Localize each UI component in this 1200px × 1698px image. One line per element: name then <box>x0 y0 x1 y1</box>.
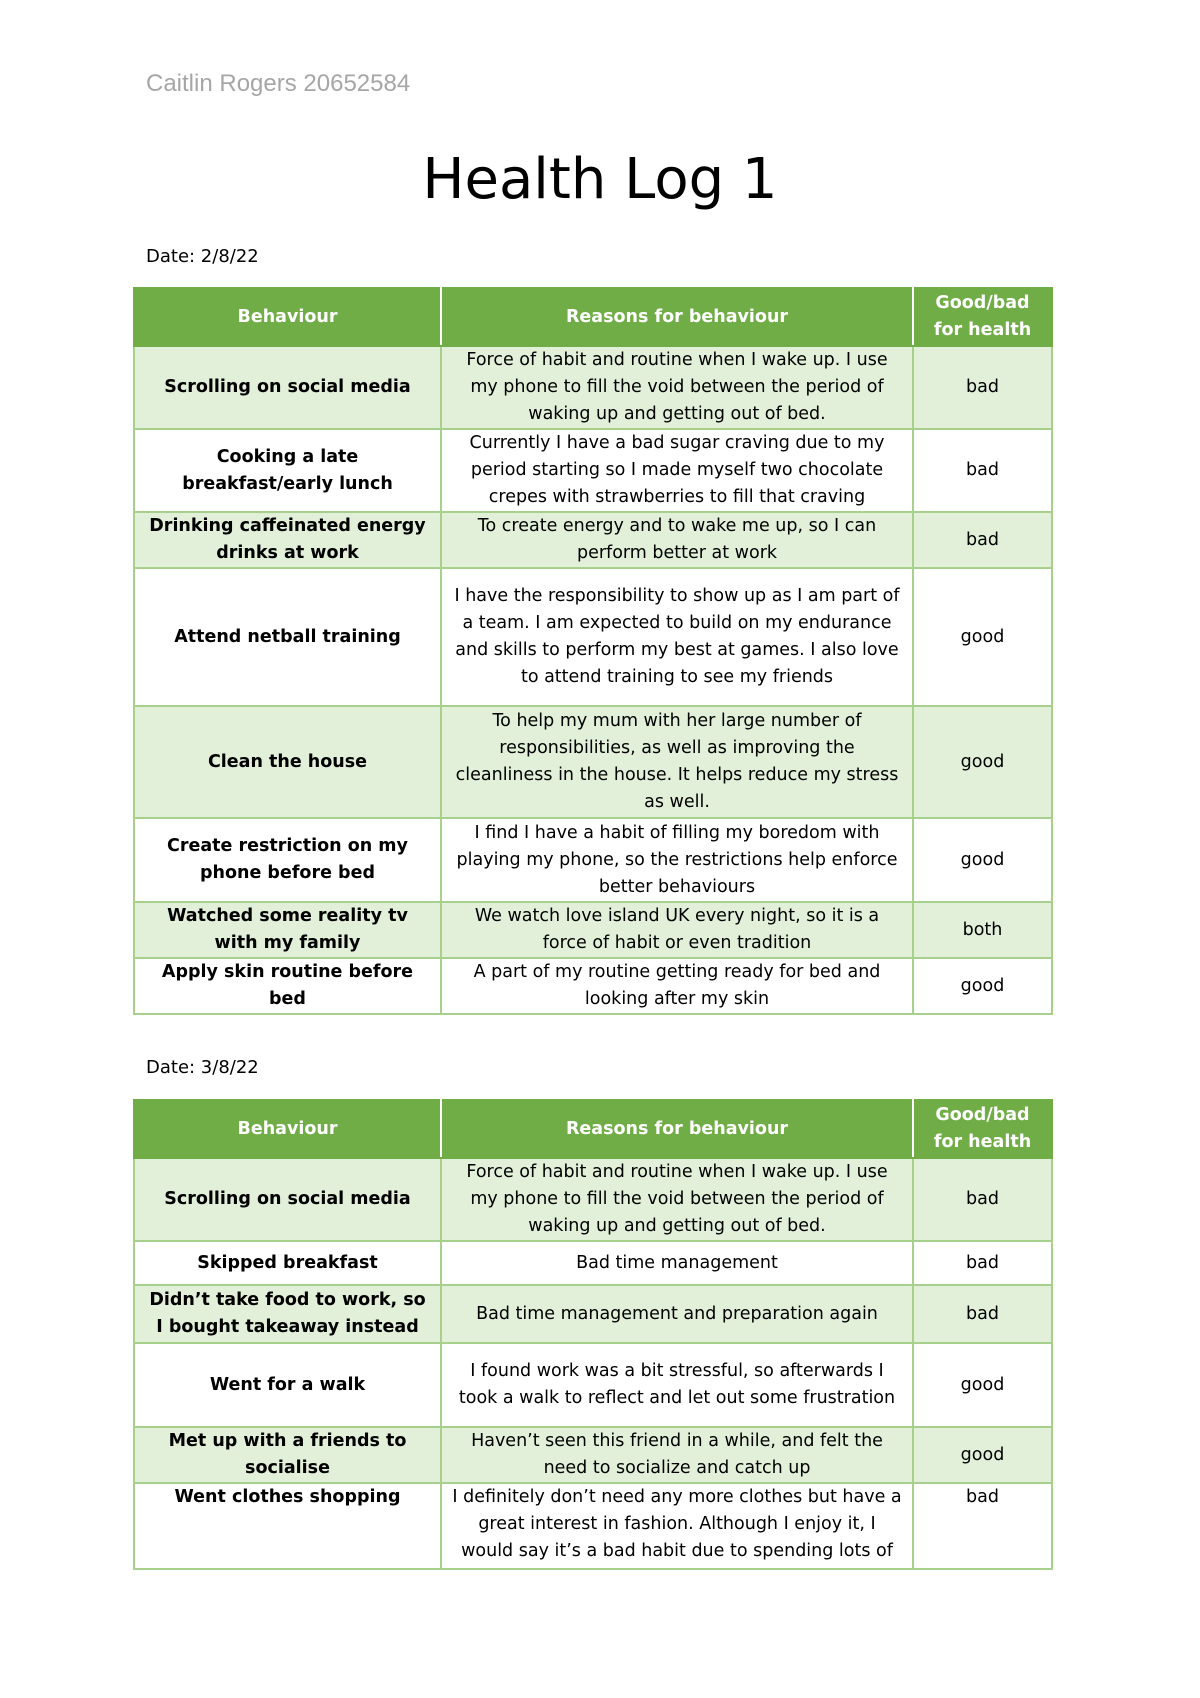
behaviour-cell: Drinking caffeinated energy drinks at work <box>134 512 441 568</box>
behaviour-cell: Went for a walk <box>134 1343 441 1427</box>
rating-cell: good <box>913 818 1052 902</box>
table-row <box>134 1158 1052 1241</box>
behaviour-cell: Create restriction on my phone before bed <box>134 818 441 902</box>
table-row <box>134 429 1052 512</box>
rating-cell: bad <box>913 1285 1052 1343</box>
behaviour-cell: Met up with a friends to socialise <box>134 1427 441 1483</box>
rating-cell: bad <box>913 1241 1052 1285</box>
reason-cell: I found work was a bit stressful, so afterwards I took a walk to reflect and let out some frustration <box>441 1343 913 1427</box>
rating-cell: bad <box>913 429 1052 512</box>
reason-cell: Bad time management <box>441 1241 913 1285</box>
rating-cell: good <box>913 1427 1052 1483</box>
health-log-table <box>133 1099 1053 1570</box>
table-row <box>134 1285 1052 1343</box>
page-title: Health Log 1 <box>422 147 778 212</box>
rating-cell: good <box>913 1343 1052 1427</box>
author-line: Caitlin Rogers 20652584 <box>146 70 411 97</box>
behaviour-cell: Watched some reality tv with my family <box>134 902 441 958</box>
column-header-reasons: Reasons for behaviour <box>441 1100 913 1158</box>
behaviour-cell: Clean the house <box>134 706 441 818</box>
behaviour-cell: Apply skin routine before bed <box>134 958 441 1014</box>
behaviour-cell: Skipped breakfast <box>134 1241 441 1285</box>
reason-cell: Currently I have a bad sugar craving due to my period starting so I made myself two chocolate crepes with strawberries to fill that craving <box>441 429 913 512</box>
behaviour-cell: Attend netball training <box>134 568 441 706</box>
rating-cell: bad <box>913 1158 1052 1241</box>
column-header-reasons: Reasons for behaviour <box>441 288 913 346</box>
rating-cell: bad <box>913 346 1052 429</box>
behaviour-cell: Went clothes shopping <box>134 1483 441 1569</box>
rating-cell: both <box>913 902 1052 958</box>
log-date: Date: 3/8/22 <box>146 1057 259 1078</box>
table-header-row <box>134 288 1052 346</box>
behaviour-cell: Scrolling on social media <box>134 1158 441 1241</box>
behaviour-cell: Didn’t take food to work, so I bought takeaway instead <box>134 1285 441 1343</box>
column-header-behaviour: Behaviour <box>134 288 441 346</box>
reason-cell: To create energy and to wake me up, so I can perform better at work <box>441 512 913 568</box>
reason-cell: A part of my routine getting ready for bed and looking after my skin <box>441 958 913 1014</box>
table-row <box>134 958 1052 1014</box>
reason-cell: I have the responsibility to show up as I am part of a team. I am expected to build on my endurance and skills to perform my best at games. I also love to attend training to see my friends <box>441 568 913 706</box>
reason-cell: Bad time management and preparation again <box>441 1285 913 1343</box>
reason-cell: I definitely don’t need any more clothes but have a great interest in fashion. Although I enjoy it, I would say it’s a bad habit due to spending lots of <box>441 1483 913 1569</box>
rating-cell: good <box>913 958 1052 1014</box>
reason-cell: Force of habit and routine when I wake up. I use my phone to fill the void between the period of waking up and getting out of bed. <box>441 346 913 429</box>
reason-cell: Haven’t seen this friend in a while, and felt the need to socialize and catch up <box>441 1427 913 1483</box>
rating-cell: good <box>913 706 1052 818</box>
health-log-table <box>133 287 1053 1015</box>
table-row <box>134 568 1052 706</box>
table-row <box>134 1483 1052 1569</box>
table-header-row <box>134 1100 1052 1158</box>
reason-cell: We watch love island UK every night, so it is a force of habit or even tradition <box>441 902 913 958</box>
column-header-rating: Good/bad for health <box>913 288 1052 346</box>
reason-cell: Force of habit and routine when I wake up. I use my phone to fill the void between the period of waking up and getting out of bed. <box>441 1158 913 1241</box>
table-row <box>134 1241 1052 1285</box>
column-header-rating: Good/bad for health <box>913 1100 1052 1158</box>
table-row <box>134 1343 1052 1427</box>
reason-cell: I find I have a habit of filling my boredom with playing my phone, so the restrictions help enforce better behaviours <box>441 818 913 902</box>
behaviour-cell: Cooking a late breakfast/early lunch <box>134 429 441 512</box>
rating-cell: bad <box>913 512 1052 568</box>
reason-cell: To help my mum with her large number of responsibilities, as well as improving the cleanliness in the house. It helps reduce my stress as well. <box>441 706 913 818</box>
column-header-behaviour: Behaviour <box>134 1100 441 1158</box>
table-row <box>134 512 1052 568</box>
behaviour-cell: Scrolling on social media <box>134 346 441 429</box>
rating-cell: bad <box>913 1483 1052 1569</box>
table-row <box>134 902 1052 958</box>
table-row <box>134 1427 1052 1483</box>
log-date: Date: 2/8/22 <box>146 246 259 267</box>
table-row <box>134 706 1052 818</box>
table-row <box>134 818 1052 902</box>
rating-cell: good <box>913 568 1052 706</box>
table-row <box>134 346 1052 429</box>
